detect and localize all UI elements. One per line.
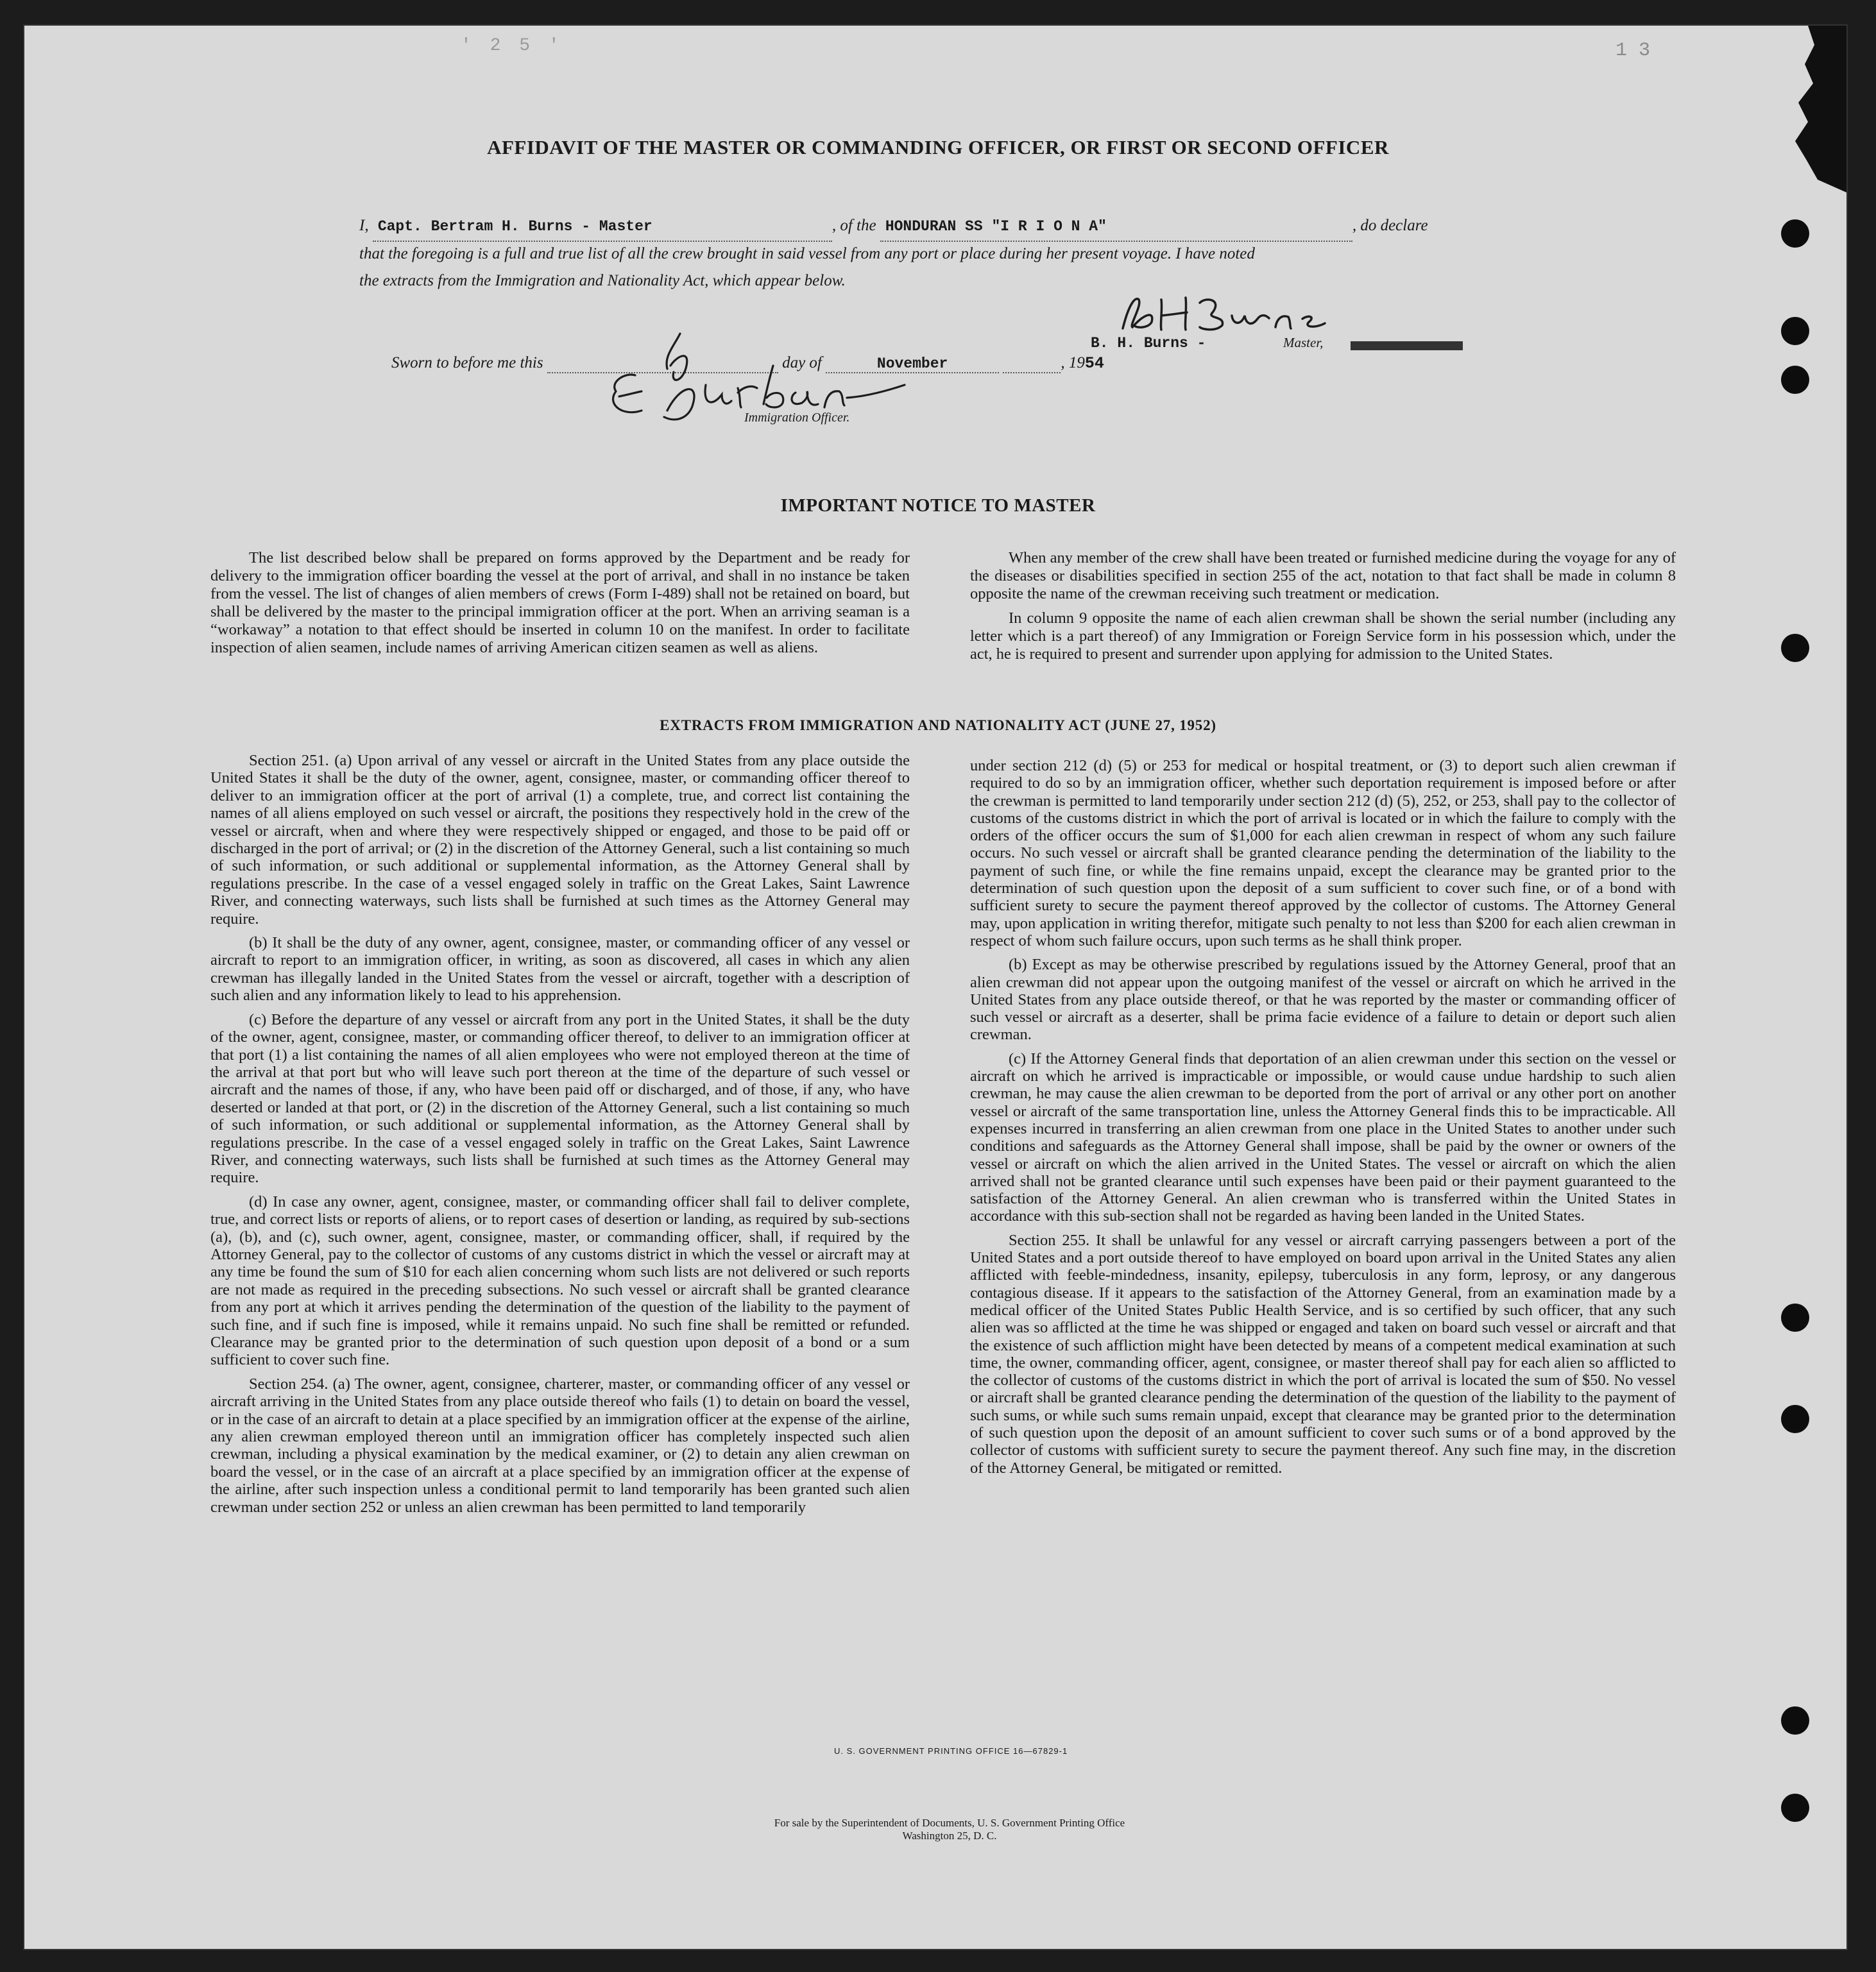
- section-251-d: (d) In case any owner, agent, consignee, master, or commanding officer shall fail to deliver complete, true, and correct lists or reports of aliens, or to report cases of desertion or landing, as required by sub-sections (a), (b), and (c), such owner, agent, consignee, master, or commanding officer, shall, if required by the Attorney General, pay to the collector of customs of any customs district in which the vessel or aircraft may at any time be found the sum of $10 for each alien concerning whom such lists are not delivered or such reports are not made as required in the preceding subsections. No such vessel or aircraft shall be granted clearance from any port at which it arrives pending the determination of the question of the liability to the payment of such fine, and if such fine is imposed, while it remains unpaid. No such fine shall be remitted or refunded. Clearance may be granted prior to the determination of such question upon deposit of a bond or a sum sufficient to cover such fine.: [210, 1193, 910, 1369]
- section-255: Section 255. It shall be unlawful for any vessel or aircraft carrying passengers between a port of the United States and a port outside thereof to have employed on board upon arrival in the United States any alien afflicted with feeble-mindedness, insanity, epilepsy, tuberculosis in any form, leprosy, or any dangerous contagious disease. If it appears to the satisfaction of the Attorney General, from an examination made by a medical officer of the United States Public Health Service, and is so certified by such officer, that any such alien was so afflicted at the time he was shipped or engaged and taken on board such vessel or aircraft and that the existence of such affliction might have been detected by means of a competent medical examination at such time, the owner, commanding officer, agent, consignee, or master thereof shall pay for each alien so afflicted to the collector of customs of the customs district in which the port of arrival is located the sum of $50. No vessel or aircraft shall be granted clearance pending the determination of the question of the liability to the payment of such sums, or while such sums remain unpaid, except that clearance may be granted prior to the determination of such question upon the deposit of an amount sufficient to cover such sums or of a bond approved by the collector of customs with sufficient surety to secure the payment thereof. Any such fine may, in the discretion of the Attorney General, be mitigated or remitted.: [970, 1231, 1676, 1477]
- master-handwritten-signature: [1116, 290, 1360, 341]
- gpo-imprint: U. S. GOVERNMENT PRINTING OFFICE 16—67829-1: [834, 1746, 1068, 1756]
- section-251-b: (b) It shall be the duty of any owner, agent, consignee, master, or commanding officer of any vessel or aircraft to report to an immigration officer, in writing, as soon as discovered, all cases in which any alien crewman has illegally landed in the United States from the vessel or aircraft, together with a description of such alien and any information likely to lead to his apprehension.: [210, 934, 910, 1005]
- sale-line-2: Washington 25, D. C.: [902, 1830, 997, 1842]
- declaration-line-2: that the foregoing is a full and true list of all the crew brought in said vessel from any port or place during her present voyage. I have noted: [359, 245, 1255, 262]
- notice-title: IMPORTANT NOTICE TO MASTER: [780, 495, 1096, 516]
- year-suffix: 54: [1084, 354, 1104, 373]
- top-center-stamp: ' 2 5 ': [461, 36, 563, 56]
- declaration-line-1: [359, 212, 1527, 242]
- punch-hole: [1781, 317, 1809, 345]
- extracts-title: EXTRACTS FROM IMMIGRATION AND NATIONALITY ACT (JUNE 27, 1952): [660, 717, 1216, 733]
- declaration-line-3: the extracts from the Immigration and Nationality Act, which appear below.: [359, 272, 846, 289]
- section-254-a: Section 254. (a) The owner, agent, consignee, charterer, master, or commanding officer of any vessel or aircraft arriving in the United States from any place outside thereof who fails (1) to detain on board the vessel, or in the case of an aircraft to detain at a place specified by an immigration officer at the expense of the airline, any alien crewman employed thereon until an immigration officer has completely inspected such alien crewman, including a physical examination by the medical examiner, or (2) to detain any alien crewman on board the vessel, or in the case of an aircraft at a place specified by an immigration officer at the expense of the airline, after such inspection unless a conditional permit to land temporarily has been granted such alien crewman under section 252 or unless an alien crewman has been permitted to land temporarily: [210, 1375, 910, 1516]
- notice-left-column: [210, 549, 910, 663]
- punch-hole: [1781, 1706, 1809, 1735]
- month-spacer: [1003, 354, 1061, 373]
- affidavit-title: AFFIDAVIT OF THE MASTER OR COMMANDING OFFICER, OR FIRST OR SECOND OFFICER: [487, 136, 1389, 158]
- vessel-name-field: HONDURAN SS "I R I O N A": [880, 212, 1352, 242]
- immigration-officer-label: Immigration Officer.: [744, 411, 850, 425]
- section-254-a-continued: under section 212 (d) (5) or 253 for medical or hospital treatment, or (3) to deport such alien crewman if required to do so by an immigration officer, whether such deportation requirement is imposed before or after the crewman is permitted to land temporarily under section 212 (d) (5), 252, or 253, shall pay to the collector of customs of the customs district in which the port of arrival is located or in which the failure to comply with the orders of the officer occurs the sum of $1,000 for each alien crewman in respect of whom any such failure occurs. No such vessel or aircraft shall be granted clearance pending the determination of the liability to the payment of such fine, or while the fine remains unpaid, except the clearance may be granted prior to the determination of such question upon the deposit of a sum sufficient to cover such fine, or of a bond with sufficient surety to secure the payment thereof approved by the collector of customs. The Attorney General may, upon application in writing therefor, mitigate such penalty to not less than $200 for each alien crewman in respect of whom such failure occurs, upon such terms as he shall think proper.: [970, 757, 1676, 949]
- punch-hole: [1781, 1405, 1809, 1433]
- master-signature-block: [1091, 290, 1553, 367]
- sale-line-1: For sale by the Superintendent of Documents, U. S. Government Printing Office: [774, 1817, 1125, 1829]
- typed-master-name: B. H. Burns -: [1091, 335, 1206, 352]
- of-the-label: , of the: [831, 217, 876, 234]
- punch-hole: [1781, 366, 1809, 394]
- do-declare-label: , do declare: [1352, 217, 1428, 234]
- punch-hole: [1781, 1794, 1809, 1822]
- sworn-prefix: Sworn to before me this: [391, 354, 543, 371]
- notice-right-column: [970, 549, 1676, 670]
- sale-notice: [642, 1817, 1258, 1842]
- notice-right-paragraph-1: When any member of the crew shall have been treated or furnished medicine during the voyage for any of the diseases or disabilities specified in section 255 of the act, notation to that fact shall be made in column 8 opposite the name of the crewman receiving such treatment or medication.: [970, 549, 1676, 602]
- notice-left-paragraph: The list described below shall be prepared on forms approved by the Department and be ready for delivery to the immigration officer boarding the vessel at the port of arrival, and shall in no instance be taken from the vessel. The list of changes of alien members of crews (Form I-489) shall not be retained on board, but shall be delivered by the master to the principal immigration officer at the port. When an arriving seaman is a “workaway” a notation to that effect should be inserted in column 10 on the manifest. In order to facilitate inspection of alien seamen, include names of arriving American citizen seamen as well as aliens.: [210, 549, 910, 656]
- capacity-label: Master,: [1283, 335, 1324, 350]
- day-of-label: day of: [782, 354, 822, 371]
- struck-out-text: [1351, 341, 1463, 350]
- section-251-c: (c) Before the departure of any vessel or aircraft from any port in the United States, it shall be the duty of the owner, agent, consignee, master, or commanding officer thereof, to deliver to an immigration officer at that port (1) a list containing the names of all alien employees who were not employed thereon at the time of the arrival at that port but who will leave such port thereon at the time of the departure of such vessel or aircraft and the names of those, if any, who have been paid off or discharged, and of those, if any, who have deserted or landed at that port, or (2) in the discretion of the Attorney General, such a list containing so much of such information, or such additional or supplemental information, as the Attorney General shall by regulations prescribe. In the case of a vessel engaged solely in traffic on the Great Lakes, Saint Lawrence River, and connecting waterways, such lists shall be furnished at such times as the Attorney General may require.: [210, 1010, 910, 1187]
- master-name-field: Capt. Bertram H. Burns - Master: [373, 212, 832, 242]
- punch-hole: [1781, 1304, 1809, 1332]
- extracts-left-column: [210, 752, 910, 1522]
- torn-corner: [1769, 26, 1846, 192]
- section-254-b: (b) Except as may be otherwise prescribed by regulations issued by the Attorney General, proof that an alien crewman did not appear upon the outgoing manifest of the vessel or aircraft on which he arrived in the United States from any place outside thereof, or that he was reported by the master or commanding officer of such vessel or aircraft as a deserter, shall be prima facie evidence of a failure to detain or deport such alien crewman.: [970, 956, 1676, 1044]
- notice-right-paragraph-2: In column 9 opposite the name of each alien crewman shall be shown the serial number (including any letter which is a part thereof) of any Immigration or Foreign Service form in his possession which, under the act, he is required to present and surrender upon applying for admission to the United States.: [970, 609, 1676, 663]
- top-right-page-number: 1 3: [1616, 40, 1651, 62]
- punch-hole: [1781, 634, 1809, 662]
- section-251-a: Section 251. (a) Upon arrival of any vessel or aircraft in the United States from any place outside the United States it shall be the duty of the owner, agent, consignee, master, or commanding officer thereof to deliver to an immigration officer at the port of arrival (1) a complete, true, and correct list containing the names of all aliens employed on such vessel or aircraft, the positions they respectively hold in the crew of the vessel or aircraft, when and where they were respectively shipped or engaged, and those to be paid off or discharged in the port of arrival; or (2) in the discretion of the Attorney General, such a list containing so much of such information, or such additional or supplemental information, as the Attorney General shall by regulations prescribe. In the case of a vessel engaged solely in traffic on the Great Lakes, Saint Lawrence River, and connecting waterways, such lists shall be furnished at such times as the Attorney General may require.: [210, 752, 910, 928]
- year-prefix: , 19: [1061, 354, 1085, 371]
- extracts-right-column: [970, 757, 1676, 1483]
- section-254-c: (c) If the Attorney General finds that deportation of an alien crewman under this section on the vessel or aircraft on which he arrived is impracticable or impossible, or would cause undue hardship to such alien crewman, he may cause the alien crewman to be deported from the port of arrival or any other port on another vessel or aircraft of the same transportation line, unless the Attorney General finds this to be impracticable. All expenses incurred in transferring an alien crewman from one place in the United States to another under such conditions and safeguards as the Attorney General shall impose, shall be paid by the owner or owners of the vessel or aircraft on which the alien arrived in the United States. The vessel or aircraft on which the alien arrived shall not be granted clearance until such expenses have been paid or their payment guaranteed to the satisfaction of the Attorney General. An alien crewman who is transferred within the United States in accordance with this sub-section shall not be regarded as having been landed in the United States.: [970, 1050, 1676, 1225]
- declaration-lead: I,: [359, 217, 369, 234]
- sworn-month-field: November: [826, 355, 999, 373]
- punch-hole: [1781, 219, 1809, 248]
